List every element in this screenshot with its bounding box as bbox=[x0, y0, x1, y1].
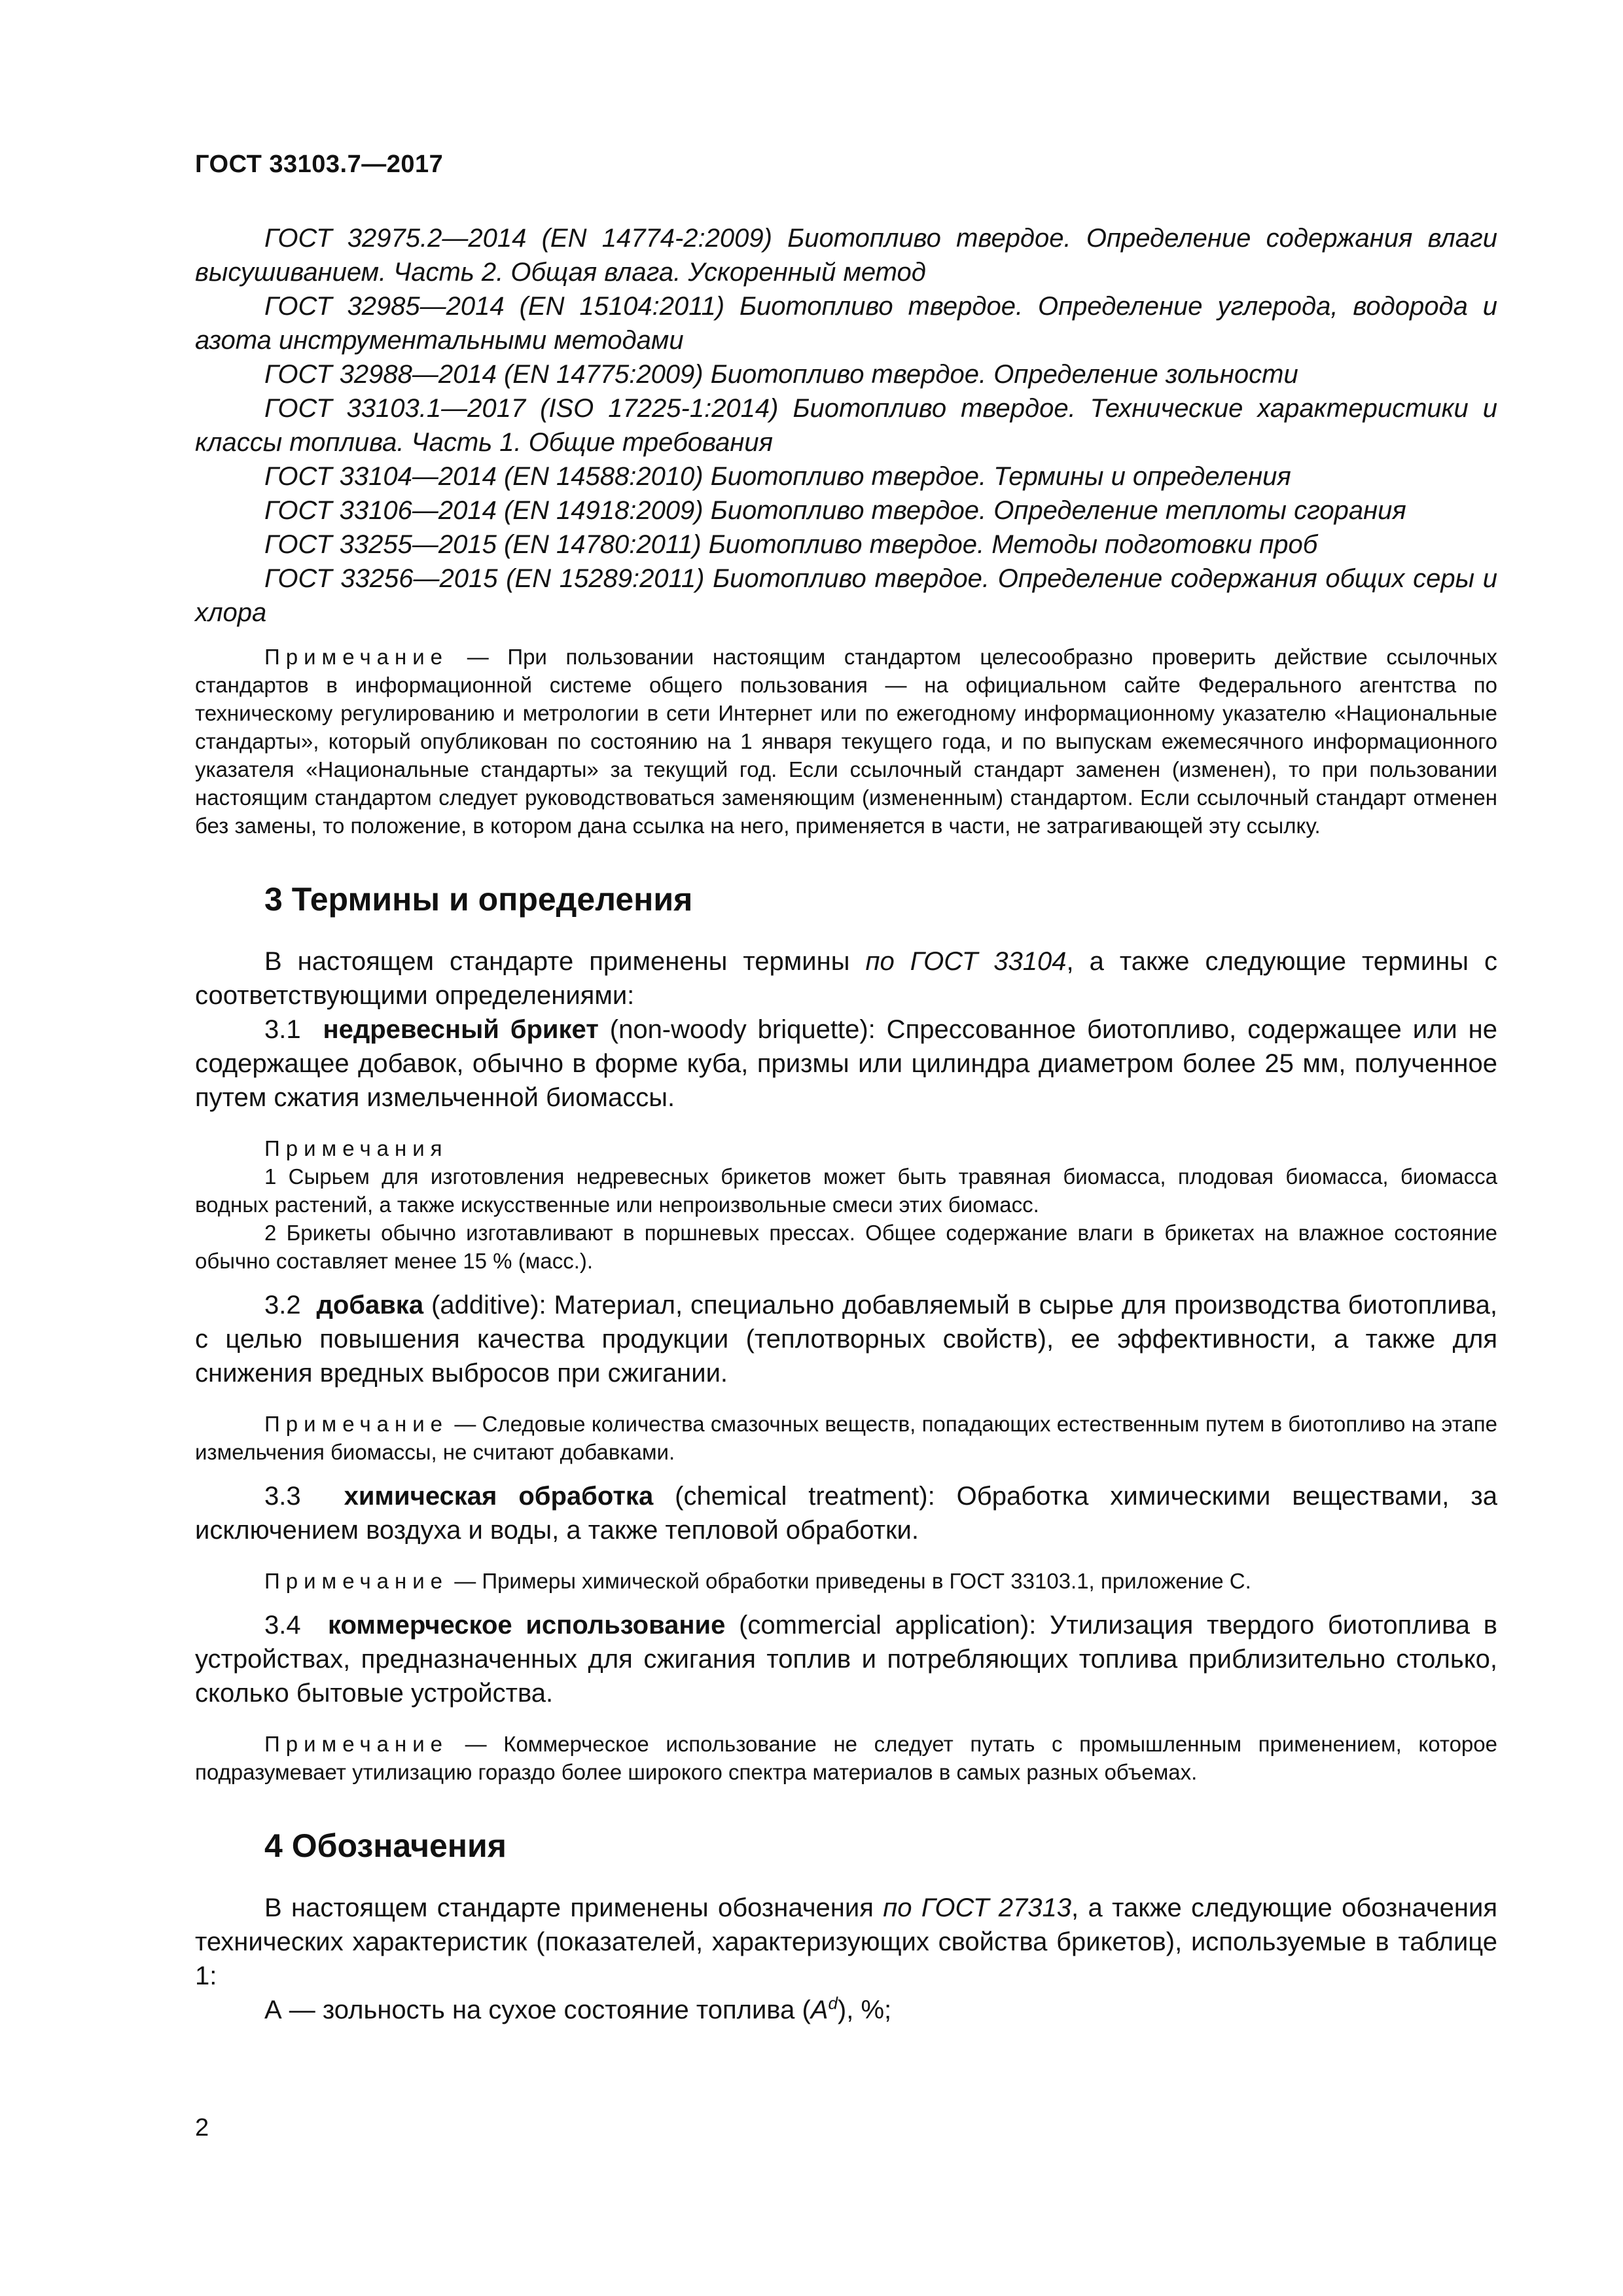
note-3-4: Примечание — Коммерческое использование не следует путать с промышленным применением, которое подразумевает утилизацию гораздо более широкого спектра материалов в самых разных объемах. bbox=[195, 1732, 1497, 1784]
note-item: 2 Брикеты обычно изготавливают в поршневых прессах. Общее содержание влаги в брикетах на влажное состояние обычно составляет менее 15 % (масс.). bbox=[195, 1221, 1497, 1273]
term-name: коммерческое использование bbox=[328, 1611, 726, 1640]
reference-item: ГОСТ 33256—2015 (EN 15289:2011) Биотопливо твердое. Определение содержания общих серы и хлора bbox=[195, 564, 1497, 627]
page-number: 2 bbox=[195, 2114, 209, 2142]
note-text: — При пользовании настоящим стандартом целесообразно проверить действие ссылочных стандартов в информационной системе общего пользования — на официальном сайте Федерального агентства по техническому регулированию и метрологии в сети Интернет или по ежегодному информационному указателю «Национальные стандарты», который опубликован по состоянию на 1 января текущего года, и по выпускам ежемесячного информационного указателя «Национальные стандарты» за текущий год. Если ссылочный стандарт заменен (изменен), то при пользовании настоящим стандартом следует руководствоваться заменяющим (измененным) стандартом. Если ссылочный стандарт отменен без замены, то положение, в котором дана ссылка на него, применяется в части, не затрагивающей эту ссылку. bbox=[195, 645, 1498, 838]
note-label: Примечание bbox=[264, 645, 449, 669]
term-name: добавка bbox=[316, 1291, 424, 1319]
reference-link-gost-33104: по ГОСТ 33104 bbox=[865, 947, 1067, 976]
reference-item: ГОСТ 32975.2—2014 (EN 14774-2:2009) Биотопливо твердое. Определение содержания влаги высушиванием. Часть 2. Общая влага. Ускоренный метод bbox=[195, 224, 1497, 287]
document-code-header: ГОСТ 33103.7—2017 bbox=[195, 151, 444, 178]
term-3-1: 3.1 недревесный брикет (non-woody briquette): Спрессованное биотопливо, содержащее или не содержащее добавок, обычно в форме куба, призмы или цилиндра диаметром более 25 мм, полученное путем сжатия измельченной биомассы. bbox=[195, 1015, 1497, 1112]
reference-item: ГОСТ 33106—2014 (EN 14918:2009) Биотопливо твердое. Определение теплоты сгорания bbox=[264, 496, 1406, 525]
reference-note bbox=[195, 643, 1497, 840]
section-4-title: 4 Обозначения bbox=[264, 1827, 507, 1864]
reference-item: ГОСТ 33255—2015 (EN 14780:2011) Биотопливо твердое. Методы подготовки проб bbox=[264, 530, 1318, 559]
term-3-2: 3.2 добавка (additive): Материал, специально добавляемый в сырье для производства биотоплива, с целью повышения качества продукции (теплотворных свойств), ее эффективности, а также для снижения вредных выбросов при сжигании. bbox=[195, 1291, 1497, 1388]
term-3-3: 3.3 химическая обработка (chemical treatment): Обработка химическими веществами, за исключением воздуха и воды, а также тепловой обработки. bbox=[195, 1482, 1497, 1545]
term-name: химическая обработка bbox=[344, 1482, 654, 1511]
page-content bbox=[195, 221, 1497, 2027]
reference-item: ГОСТ 32985—2014 (EN 15104:2011) Биотопливо твердое. Определение углерода, водорода и азота инструментальными методами bbox=[195, 292, 1497, 355]
notes-3-1-label: Примечания bbox=[264, 1136, 448, 1160]
note-item: 1 Сырьем для изготовления недревесных брикетов может быть травяная биомасса, плодовая биомасса, биомасса водных растений, а также искусственные или непроизвольные смеси этих биомасс. bbox=[195, 1164, 1497, 1217]
reference-item: ГОСТ 32988—2014 (EN 14775:2009) Биотопливо твердое. Определение зольности bbox=[264, 360, 1298, 389]
term-3-4: 3.4 коммерческое использование (commercial application): Утилизация твердого биотоплива в устройствах, предназначенных для сжигания топлив и потребляющих топлива приблизительно столько, сколько бытовые устройства. bbox=[195, 1611, 1497, 1708]
reference-link-gost-27313: по ГОСТ 27313 bbox=[883, 1893, 1072, 1922]
symbol-superscript: d bbox=[828, 1993, 838, 2013]
symbol-definition: А — зольность на сухое состояние топлива $(A^d)$, %; bbox=[264, 1993, 892, 2024]
reference-item: ГОСТ 33104—2014 (EN 14588:2010) Биотопливо твердое. Термины и определения bbox=[264, 462, 1291, 491]
note-3-3: Примечание — Примеры химической обработки приведены в ГОСТ 33103.1, приложение С. bbox=[264, 1569, 1251, 1593]
symbol-letter: A bbox=[810, 1996, 829, 2024]
note-3-2: Примечание — Следовые количества смазочных веществ, попадающих естественным путем в биотопливо на этапе измельчения биомассы, не считают добавками. bbox=[195, 1412, 1497, 1464]
section-4-intro: В настоящем стандарте применены обозначения по ГОСТ 27313, а также следующие обозначения технических характеристик (показателей, характеризующих свойства брикетов), используемые в таблице 1: bbox=[195, 1893, 1498, 1990]
section-3-intro: В настоящем стандарте применены термины по ГОСТ 33104, а также следующие термины с соответствующими определениями: bbox=[195, 947, 1498, 1010]
reference-item: ГОСТ 33103.1—2017 (ISO 17225-1:2014) Биотопливо твердое. Технические характеристики и классы топлива. Часть 1. Общие требования bbox=[195, 394, 1497, 457]
term-name: недревесный брикет bbox=[323, 1015, 599, 1044]
section-3-title: 3 Термины и определения bbox=[264, 881, 693, 918]
